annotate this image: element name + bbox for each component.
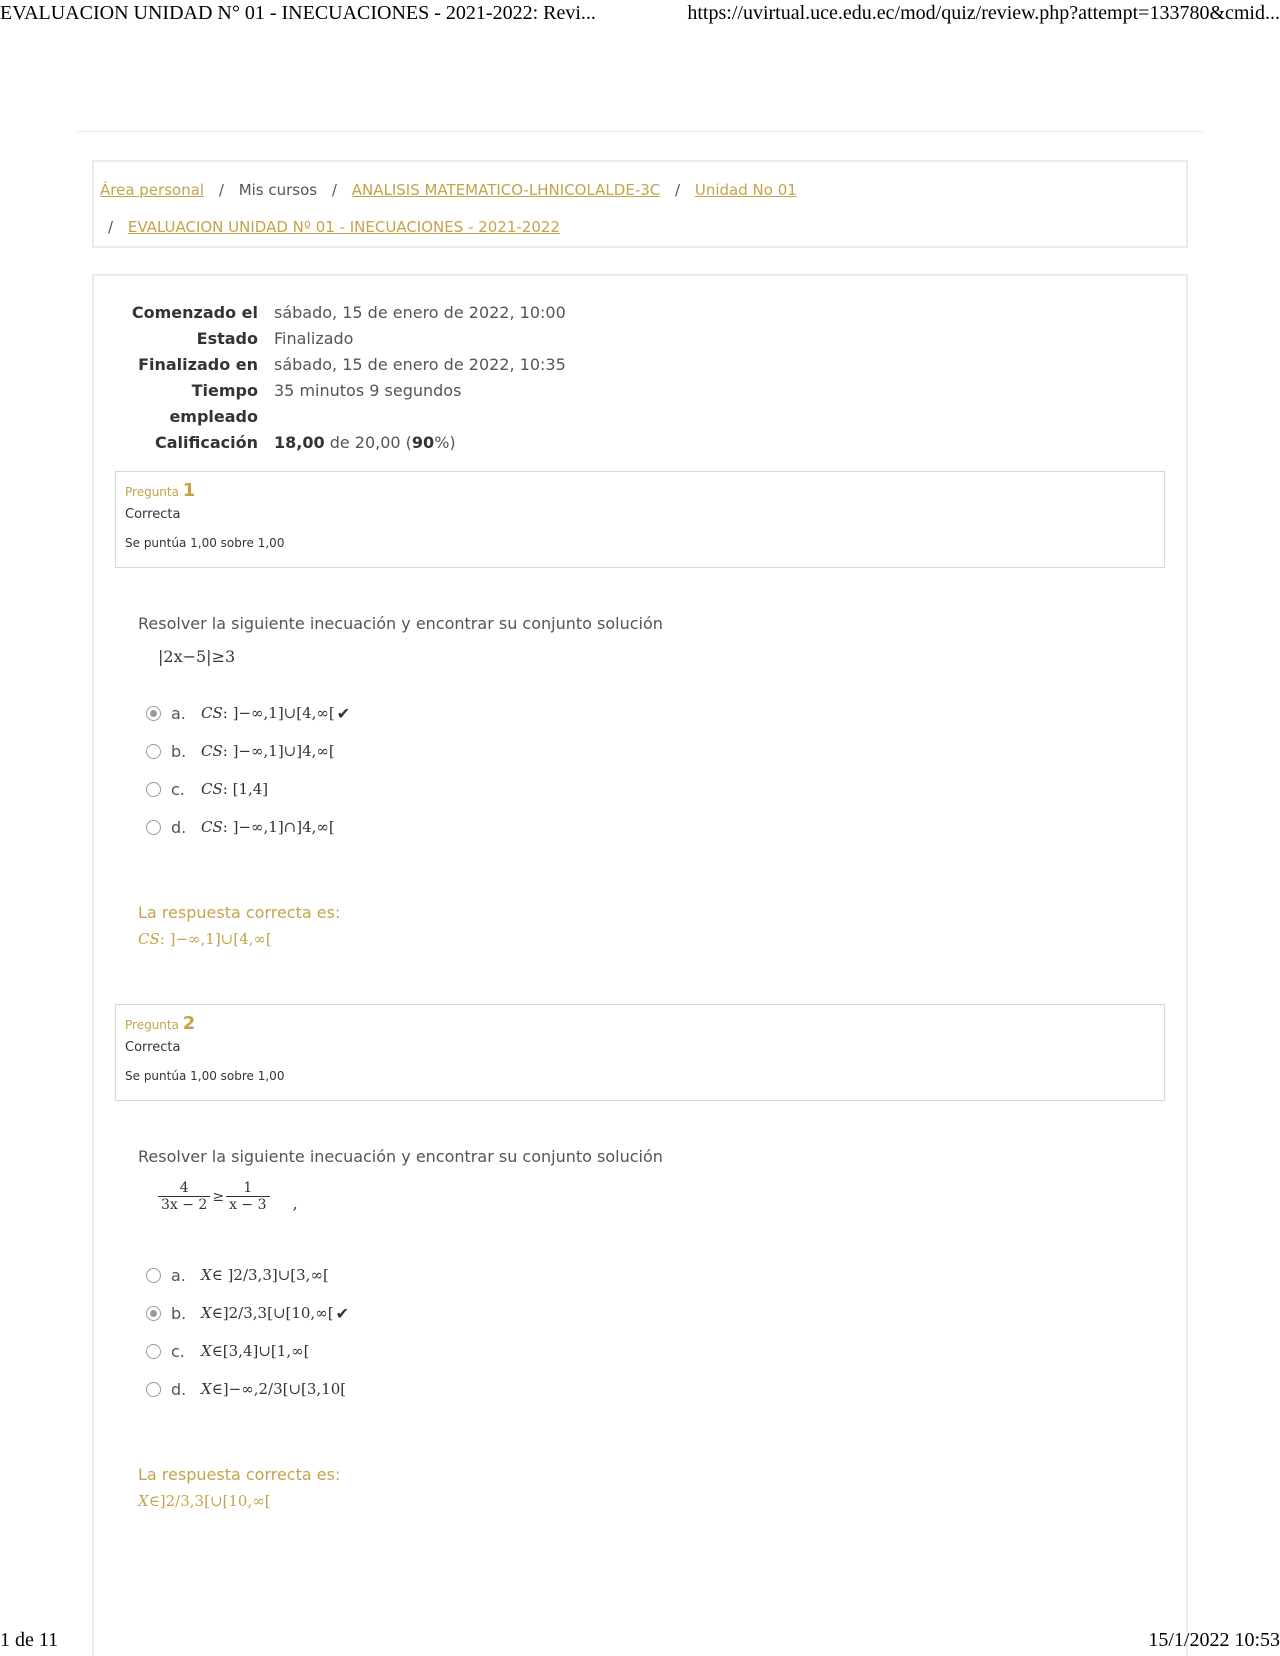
right-answer-text: ∈]2/3,3[∪[10,∞[ — [148, 1492, 271, 1510]
print-page-number: 1 de 11 — [0, 1629, 59, 1651]
right-answer-2 — [138, 1462, 340, 1514]
summary-label-line: Tiempo — [191, 381, 258, 400]
answer-list-1 — [146, 694, 350, 846]
summary-value: sábado, 15 de enero de 2022, 10:00 — [274, 303, 566, 322]
print-page-title: EVALUACION UNIDAD N° 01 - INECUACIONES - 2021-2022: Revi... — [0, 2, 596, 24]
question-label: Pregunta — [125, 1018, 179, 1032]
right-answer-text: : ]−∞,1]∪[4,∞[ — [159, 930, 272, 948]
question-state: Correcta — [125, 507, 181, 522]
breadcrumb-area-personal[interactable]: Área personal — [100, 181, 205, 199]
summary-value: sábado, 15 de enero de 2022, 10:35 — [274, 355, 566, 374]
answer-text — [201, 1304, 334, 1322]
question-number: 2 — [182, 1013, 196, 1034]
summary-label: Estado — [196, 329, 258, 348]
radio-selected[interactable] — [146, 1306, 161, 1321]
answer-option[interactable] — [146, 1256, 349, 1294]
answer-value: : ]−∞,1]∩]4,∞[ — [222, 818, 335, 836]
check-icon: ✔ — [335, 1303, 349, 1323]
right-answer-prefix: CS — [138, 930, 160, 948]
answer-value: ∈]2/3,3[∪[10,∞[ — [211, 1304, 334, 1322]
answer-value: : ]−∞,1]∪[4,∞[ — [222, 704, 335, 722]
answer-text — [201, 818, 335, 836]
answer-list-2 — [146, 1256, 349, 1408]
answer-prefix: X — [201, 1266, 212, 1284]
right-answer-label: La respuesta correcta es: — [138, 1465, 341, 1484]
answer-prefix: CS — [201, 742, 223, 760]
answer-value: ∈ ]2/3,3]∪[3,∞[ — [211, 1266, 329, 1284]
answer-prefix: X — [201, 1304, 212, 1322]
breadcrumb-unit[interactable]: Unidad No 01 — [694, 181, 797, 199]
breadcrumb-separator: / — [218, 181, 224, 199]
summary-value: Finalizado — [274, 329, 354, 348]
summary-row-started — [120, 300, 720, 326]
answer-prefix: CS — [201, 818, 223, 836]
answer-value: ∈[3,4]∪[1,∞[ — [211, 1342, 310, 1360]
fraction-denominator: x − 3 — [226, 1196, 269, 1213]
answer-option[interactable] — [146, 808, 350, 846]
radio-unselected[interactable] — [146, 1268, 161, 1283]
summary-label: Finalizado en — [138, 355, 258, 374]
answer-option[interactable] — [146, 1332, 349, 1370]
summary-row-finished — [120, 352, 720, 378]
radio-selected[interactable] — [146, 706, 161, 721]
print-page-url: https://uvirtual.uce.edu.ec/mod/quiz/review.php?attempt=133780&cmid... — [687, 2, 1280, 24]
answer-letter: b. — [171, 741, 187, 761]
answer-letter: c. — [171, 1341, 185, 1361]
fraction-numerator: 4 — [179, 1180, 189, 1196]
right-answer-value — [138, 926, 340, 952]
answer-letter: c. — [171, 779, 185, 799]
answer-prefix: X — [201, 1380, 212, 1398]
grade-total: de 20,00 ( — [324, 433, 412, 452]
breadcrumb-quiz[interactable]: EVALUACION UNIDAD Nº 01 - INECUACIONES - 2021-2022 — [127, 218, 560, 236]
summary-row-state — [120, 326, 720, 352]
answer-value: : [1,4] — [222, 780, 269, 798]
answer-option[interactable] — [146, 694, 350, 732]
right-answer-prefix: X — [138, 1492, 149, 1510]
breadcrumb-mis-cursos: Mis cursos — [238, 181, 318, 199]
summary-row-grade — [120, 430, 720, 456]
radio-unselected[interactable] — [146, 820, 161, 835]
question-text: Resolver la siguiente inecuación y encontrar su conjunto solución — [138, 1147, 663, 1166]
question-label: Pregunta — [125, 485, 179, 499]
summary-label: Calificación — [155, 433, 258, 452]
breadcrumb — [92, 160, 1188, 248]
answer-letter: d. — [171, 817, 187, 837]
answer-letter: a. — [171, 1265, 186, 1285]
formula-tail: , — [292, 1194, 298, 1213]
answer-value: ∈]−∞,2/3[∪[3,10[ — [211, 1380, 347, 1398]
summary-label-line: empleado — [169, 407, 258, 426]
check-icon: ✔ — [336, 703, 351, 723]
answer-prefix: CS — [201, 780, 223, 798]
header-divider — [76, 131, 1204, 132]
answer-text — [201, 1380, 346, 1398]
question-formula — [158, 1180, 298, 1213]
fraction-numerator: 1 — [243, 1180, 253, 1196]
question-info-1 — [115, 471, 1165, 568]
answer-option[interactable] — [146, 1370, 349, 1408]
radio-unselected[interactable] — [146, 782, 161, 797]
summary-value — [274, 430, 456, 456]
question-grade: Se puntúa 1,00 sobre 1,00 — [125, 536, 285, 550]
answer-text — [201, 1266, 329, 1284]
right-answer-label: La respuesta correcta es: — [138, 903, 341, 922]
question-grade: Se puntúa 1,00 sobre 1,00 — [125, 1069, 285, 1083]
breadcrumb-separator: / — [331, 181, 337, 199]
answer-prefix: CS — [201, 704, 223, 722]
print-footer — [0, 1626, 1280, 1656]
summary-value: 35 minutos 9 segundos — [274, 381, 462, 400]
right-answer-value — [138, 1488, 340, 1514]
fraction-left — [158, 1180, 210, 1213]
attempt-summary — [120, 300, 720, 456]
question-state: Correcta — [125, 1040, 181, 1055]
radio-unselected[interactable] — [146, 744, 161, 759]
answer-text — [201, 780, 268, 798]
answer-text — [201, 1342, 309, 1360]
summary-label — [120, 378, 274, 430]
breadcrumb-separator: / — [108, 218, 114, 236]
question-text: Resolver la siguiente inecuación y encontrar su conjunto solución — [138, 614, 663, 633]
right-answer-1 — [138, 900, 340, 952]
answer-value: : ]−∞,1]∪]4,∞[ — [222, 742, 335, 760]
summary-label: Comenzado el — [131, 303, 258, 322]
fraction-denominator: 3x − 2 — [158, 1196, 210, 1213]
radio-unselected[interactable] — [146, 1344, 161, 1359]
answer-text — [201, 742, 335, 760]
answer-letter: a. — [171, 703, 186, 723]
radio-unselected[interactable] — [146, 1382, 161, 1397]
answer-option[interactable] — [146, 770, 350, 808]
question-number: 1 — [182, 480, 196, 501]
question-formula: |2x−5|≥3 — [158, 647, 236, 666]
grade-percent: 90 — [411, 433, 435, 452]
answer-text — [201, 704, 335, 722]
breadcrumb-separator: / — [675, 181, 681, 199]
breadcrumb-course[interactable]: ANALISIS MATEMATICO-LHNICOLALDE-3C — [351, 181, 661, 199]
grade-percent-sign: %) — [434, 433, 456, 452]
print-datetime: 15/1/2022 10:53 — [1148, 1629, 1280, 1651]
answer-option[interactable] — [146, 732, 350, 770]
question-info-2 — [115, 1004, 1165, 1101]
answer-prefix: X — [201, 1342, 212, 1360]
summary-row-time — [120, 378, 720, 430]
answer-option[interactable] — [146, 1294, 349, 1332]
print-header — [0, 0, 1280, 30]
answer-letter: d. — [171, 1379, 187, 1399]
fraction-right — [226, 1180, 269, 1213]
grade-score: 18,00 — [274, 433, 325, 452]
relation-sign: ≥ — [212, 1188, 225, 1205]
answer-letter: b. — [171, 1303, 187, 1323]
